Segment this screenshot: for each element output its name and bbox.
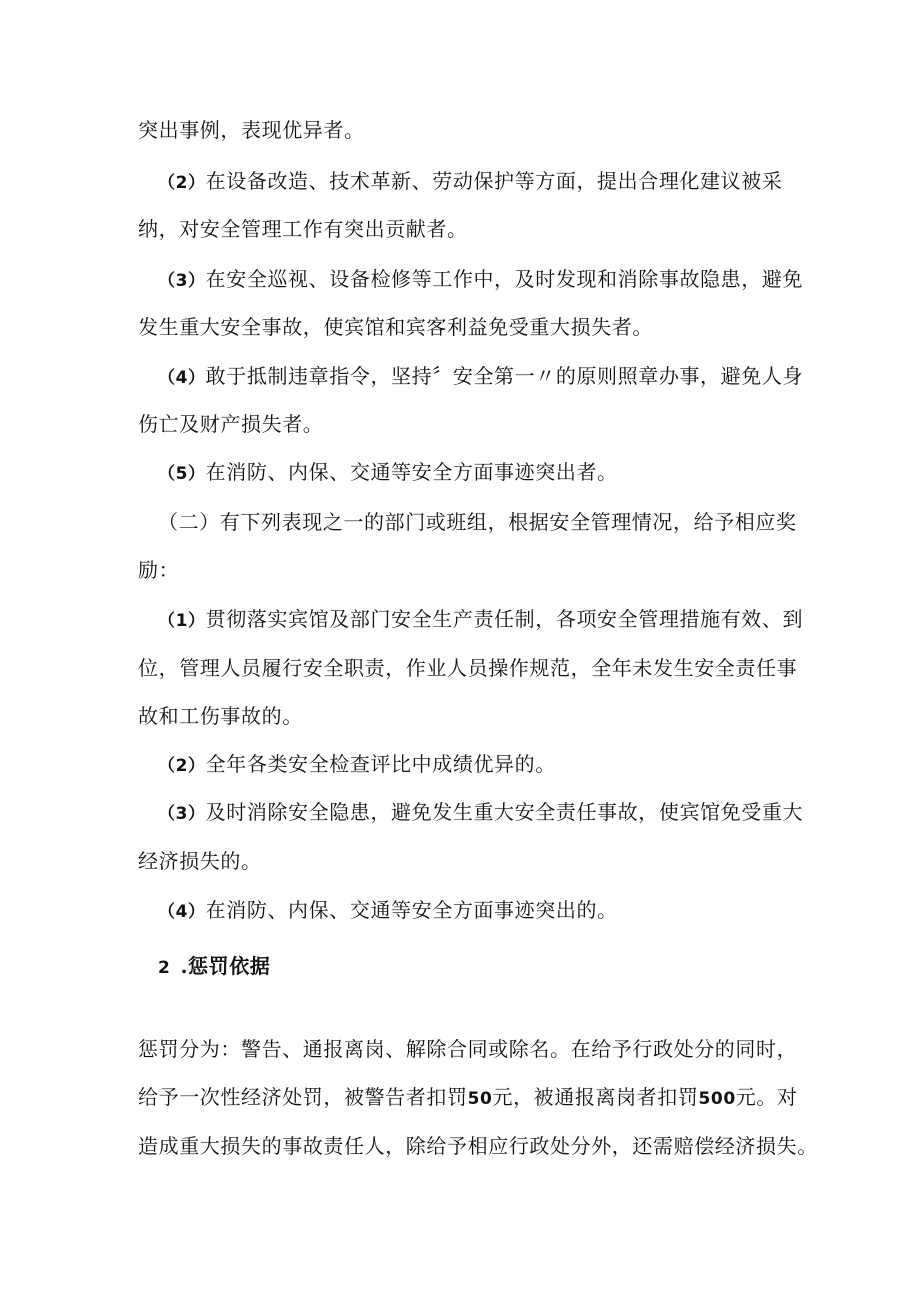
list-item-line [158,897,618,925]
item-number: （3） [158,271,206,291]
paragraph-line [138,1133,818,1159]
heading-number: 2 [158,958,171,978]
line-text: 伤亡及财产损失者。 [138,412,324,436]
line-text: 惩罚分为：警告、通报离岗、解除合同或除名。在给予行政处分的同时， [138,1037,798,1061]
list-item-line [158,606,803,634]
heading-text: .惩罚依据 [180,954,271,978]
paragraph-line [138,1036,797,1062]
item-number: （1） [158,611,206,631]
amount-number: 500 [698,1089,736,1109]
line-text: 元。对 [735,1085,798,1109]
section-heading [158,953,270,981]
line-text: 贯彻落实宾馆及部门安全生产责任制，各项安全管理措施有效、到 [205,607,804,631]
item-number: （2） [158,173,206,193]
paragraph-line [138,411,323,437]
list-item-line [158,168,782,196]
item-number: （4） [158,902,206,922]
paragraph-line [138,314,653,340]
paragraph-line [138,117,365,143]
line-text: 励： [138,558,180,582]
item-number: （3） [158,804,206,824]
line-text: 及时消除安全隐患，避免发生重大安全责任事故，使宾馆免受重大 [205,800,804,824]
line-text: 在设备改造、技术革新、劳动保护等方面，提出合理化建议被采 [205,169,783,193]
line-text: 经济损失的。 [138,849,262,873]
line-text: 纳，对安全管理工作有突出贡献者。 [138,217,468,241]
line-text: 造成重大损失的事故责任人，除给予相应行政处分外，还需赔偿经济损失。 [138,1134,818,1158]
list-item-line [158,363,803,391]
line-text: 位，管理人员履行安全职责，作业人员操作规范，全年未发生安全责任事 [138,656,798,680]
paragraph-line [138,216,468,242]
item-number: （4） [158,368,206,388]
list-item-line [158,459,618,487]
list-item-line [158,751,556,779]
list-item-line [158,266,803,294]
line-text: 元，被通报离岗者扣罚 [492,1085,699,1109]
paragraph-line [138,703,303,729]
paragraph-line [138,655,797,681]
list-item-line [158,799,803,827]
line-text: 发生重大安全事故，使宾馆和宾客利益免受重大损失者。 [138,315,653,339]
paragraph-line [138,848,262,874]
line-text: 在消防、内保、交通等安全方面事迹突出者。 [205,460,618,484]
line-text: 全年各类安全检查评比中成绩优异的。 [205,752,556,776]
line-text: （二）有下列表现之一的部门或班组，根据安全管理情况，给予相应奖 [158,510,797,534]
line-text: 敢于抵制违章指令，坚持〞安全第一〃的原则照章办事，避免人身 [205,364,804,388]
line-text: 突出事例，表现优异者。 [138,118,365,142]
line-text: 在安全巡视、设备检修等工作中，及时发现和消除事故隐患，避免 [205,267,804,291]
item-number: （2） [158,756,206,776]
paragraph-line [138,1084,798,1112]
paragraph-line [138,557,179,583]
amount-number: 50 [467,1089,493,1109]
line-text: 在消防、内保、交通等安全方面事迹突出的。 [205,898,618,922]
line-text: 给予一次性经济处罚，被警告者扣罚 [138,1085,468,1109]
item-number: （5） [158,464,206,484]
section-line [158,509,797,535]
line-text: 故和工伤事故的。 [138,704,303,728]
